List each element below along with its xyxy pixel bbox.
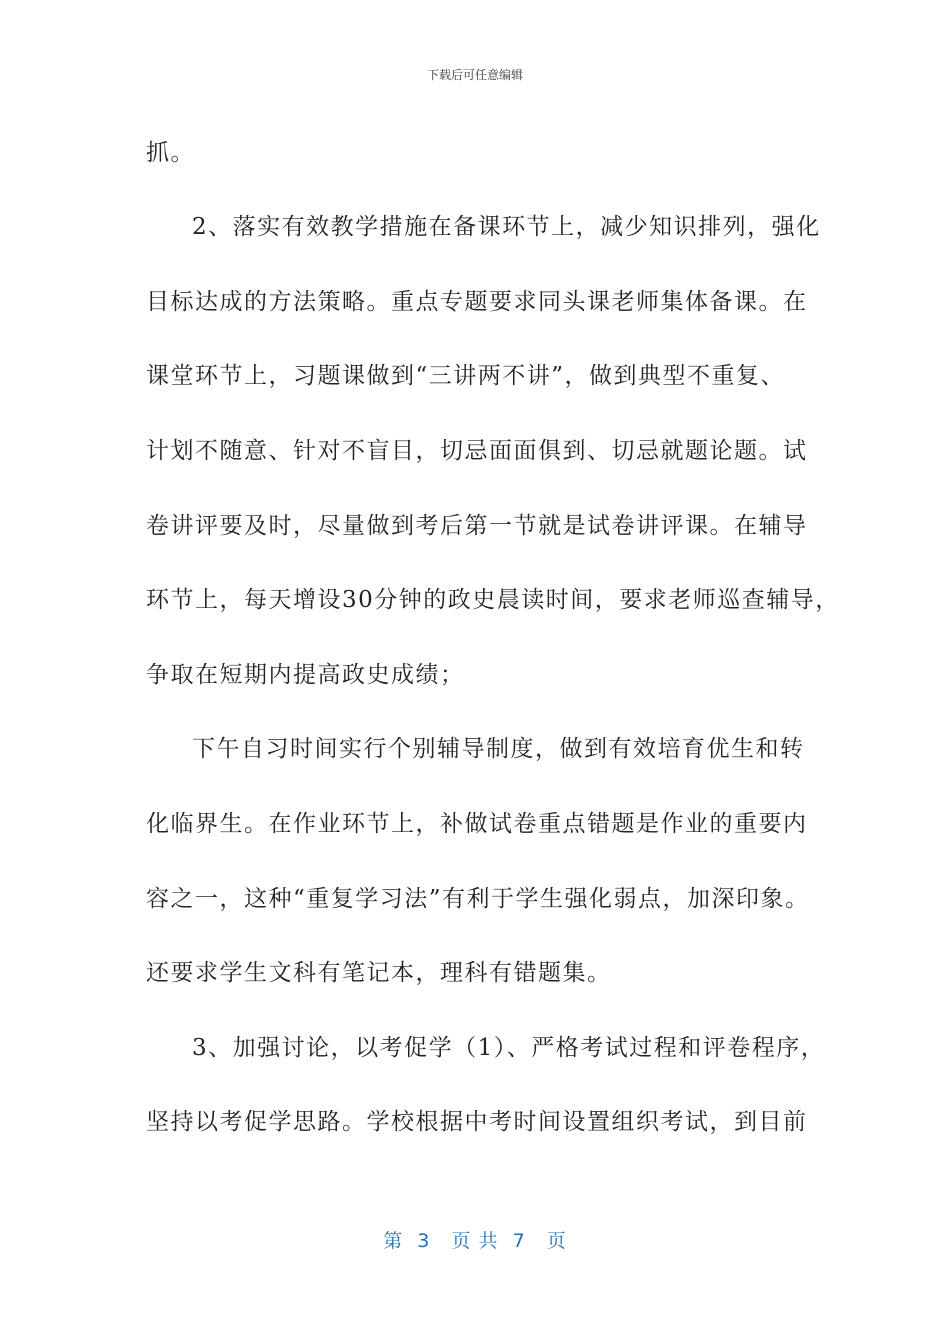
- body-line: 化临界生。在作业环节上，补做试卷重点错题是作业的重要内: [146, 811, 808, 837]
- body-line: 卷讲评要及时，尽量做到考后第一节就是试卷讲评课。在辅导: [146, 513, 808, 539]
- body-line: 坚持以考促学思路。学校根据中考时间设置组织考试，到目前: [146, 1109, 808, 1135]
- body-line: 争取在短期内提高政史成绩；: [146, 662, 465, 688]
- body-line: 课堂环节上，习题课做到“三讲两不讲”，做到典型不重复、: [146, 363, 786, 389]
- body-line: 容之一，这种“重复学习法”有利于学生强化弱点，加深印象。: [146, 886, 810, 912]
- body-line: 下午自习时间实行个别辅导制度，做到有效培育优生和转: [192, 736, 805, 762]
- body-line: 3、加强讨论，以考促学（1）、严格考试过程和评卷程序，: [192, 1035, 826, 1061]
- body-line: 抓。: [146, 140, 195, 166]
- body-line: 还要求学生文科有笔记本，理科有错题集。: [146, 960, 612, 986]
- body-line: 目标达成的方法策略。重点专题要求同头课老师集体备课。在: [146, 289, 808, 315]
- page-header: 下载后可任意编辑: [426, 68, 523, 82]
- body-line: 计划不随意、针对不盲目，切忌面面俱到、切忌就题论题。试: [146, 438, 808, 464]
- body-line: 环节上，每天增设30分钟的政史晨读时间，要求老师巡查辅导，: [146, 587, 840, 613]
- page-number-footer: 第 3 页 共 7 页: [383, 1230, 567, 1252]
- body-line: 2、落实有效教学措施在备课环节上，减少知识排列，强化: [192, 214, 821, 240]
